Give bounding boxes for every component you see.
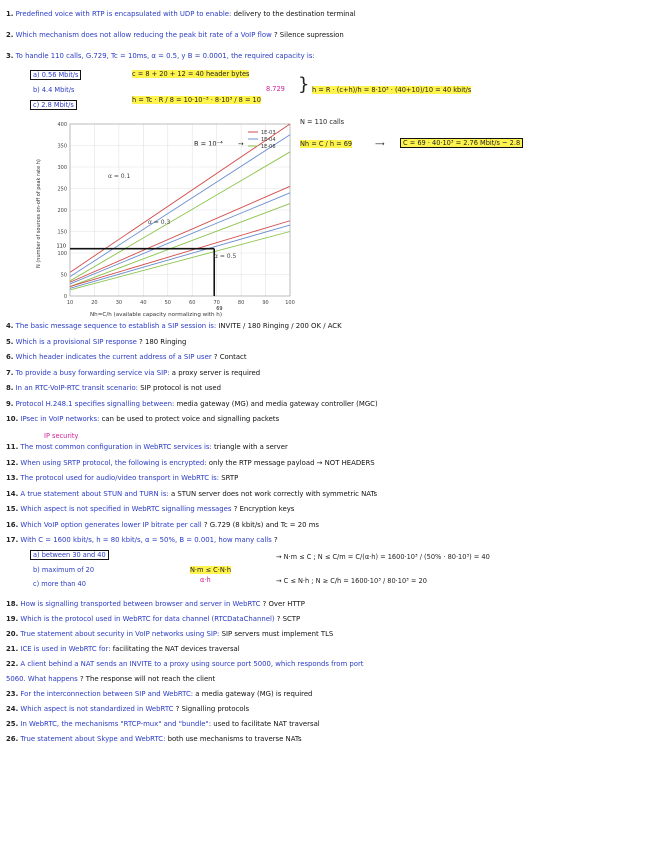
question-number: 8. bbox=[6, 384, 14, 392]
marked-x-label: 69 bbox=[216, 306, 223, 312]
question-number: 24. bbox=[6, 705, 19, 713]
q3-eq-note: 8.729 bbox=[266, 85, 285, 93]
question-line bbox=[6, 505, 294, 514]
question-line bbox=[6, 474, 238, 483]
y-tick-label: 250 bbox=[57, 186, 67, 193]
question-line bbox=[6, 52, 315, 61]
x-tick-label: 60 bbox=[189, 300, 196, 306]
answer-text: SIP protocol is not used bbox=[140, 384, 222, 392]
y-tick-label: 400 bbox=[57, 122, 67, 128]
question-number: 5. bbox=[6, 337, 14, 346]
answer-text: ? Encryption keys bbox=[233, 505, 295, 513]
question-line bbox=[6, 705, 249, 714]
question-line bbox=[6, 660, 364, 669]
question-number: 23. bbox=[6, 690, 19, 698]
question-line bbox=[6, 369, 260, 378]
question-number: 2. bbox=[6, 31, 14, 39]
q17-result-2: → C ≤ N·h ; N ≥ C/h = 1600·10³ / 80·10³ = 20 bbox=[276, 577, 427, 585]
question-number: 6. bbox=[6, 353, 14, 361]
answer-text: ? SCTP bbox=[276, 615, 301, 623]
question-line bbox=[6, 400, 378, 409]
question-text: To handle 110 calls, G.729, Tc = 10ms, α = 0.5, y B = 0.0001, the required capacity is: bbox=[15, 52, 315, 60]
question-text: Which VoIP option generates lower IP bitrate per call bbox=[20, 520, 202, 529]
question-text: Protocol H.248.1 specifies signalling between: bbox=[15, 399, 175, 408]
question-number: 15. bbox=[6, 505, 19, 513]
question-line bbox=[6, 31, 344, 40]
question-number: 25. bbox=[6, 720, 19, 728]
question-text: ICE is used in WebRTC for: bbox=[20, 645, 111, 653]
question-text: Which mechanism does not allow reducing the peak bit rate of a VoIP flow bbox=[15, 31, 272, 39]
answer-text: SIP servers must implement TLS bbox=[221, 630, 334, 638]
question-text: The most common configuration in WebRTC services is: bbox=[20, 443, 212, 451]
question-text: Which aspect is not specified in WebRTC signalling messages bbox=[20, 505, 232, 513]
series-line bbox=[70, 221, 290, 287]
question-number: 7. bbox=[6, 368, 14, 377]
x-tick-label: 10 bbox=[66, 300, 74, 306]
question-text: To provide a busy forwarding service via SIP: bbox=[15, 368, 170, 377]
answer-text: facilitating the NAT devices traversal bbox=[112, 645, 240, 653]
question-text: For the interconnection between SIP and WebRTC: bbox=[20, 690, 194, 698]
x-tick-label: 80 bbox=[237, 300, 245, 306]
answer-text: used to facilitate NAT traversal bbox=[213, 720, 320, 728]
answer-text: a STUN server does not work correctly with symmetric NATs bbox=[170, 489, 378, 498]
question-text: True statement about security in VoIP networks using SIP: bbox=[20, 630, 220, 638]
question-number: 14. bbox=[6, 489, 19, 498]
y-tick-label: 0 bbox=[63, 294, 67, 300]
question-line bbox=[6, 615, 300, 624]
ipsec-note: IP security bbox=[44, 432, 79, 440]
arrow-icon: ⟶ bbox=[375, 140, 385, 148]
q17-option-a: a) between 30 and 40 bbox=[30, 550, 109, 560]
question-text: IPsec in VoIP networks: bbox=[20, 415, 100, 423]
question-text: With C = 1600 kbit/s, h = 80 kbit/s, α = 50%, B = 0.001, how many calls bbox=[20, 536, 272, 544]
x-tick-label: 90 bbox=[262, 300, 269, 306]
q3-option-b: b) 4.4 Mbit/s bbox=[33, 86, 75, 94]
answer-text: a proxy server is required bbox=[171, 368, 261, 377]
answer-text: SRTP bbox=[221, 474, 239, 482]
x-tick-label: 40 bbox=[140, 300, 147, 306]
q3-nh: Nh = C / h = 69 bbox=[300, 140, 353, 148]
question-number: 1. bbox=[6, 10, 14, 18]
question-number: 17. bbox=[6, 536, 19, 544]
question-text: Which aspect is not standardized in WebRTC bbox=[20, 705, 174, 713]
q17-option-c: c) more than 40 bbox=[33, 580, 86, 588]
question-text: In WebRTC, the mechanisms "RTCP-mux" and "bundle": bbox=[20, 720, 212, 728]
erlang-chart bbox=[30, 118, 300, 318]
question-text: Which is a provisional SIP response bbox=[15, 337, 137, 346]
legend-label: 1E-03 bbox=[261, 130, 276, 136]
answer-text: delivery to the destination terminal bbox=[233, 10, 356, 18]
question-line bbox=[6, 459, 375, 468]
annotation-alpha-01: α = 0.1 bbox=[108, 173, 131, 180]
question-number: 21. bbox=[6, 645, 19, 653]
question-line bbox=[6, 10, 356, 19]
answer-text: only the RTP message payload → NOT HEADERS bbox=[208, 458, 375, 467]
y-tick-label: 350 bbox=[57, 143, 67, 150]
q17-formula-note: α·h bbox=[200, 576, 211, 584]
question-line bbox=[6, 338, 186, 347]
x-tick-label: 20 bbox=[91, 300, 98, 306]
legend-label: 1E-04 bbox=[261, 137, 276, 143]
question-text: True statement about Skype and WebRTC: bbox=[20, 735, 166, 743]
question-number: 26. bbox=[6, 735, 19, 743]
y-tick-label: 300 bbox=[57, 165, 67, 171]
question-line bbox=[6, 415, 279, 424]
question-text: 5060. What happens bbox=[6, 675, 78, 683]
question-text: A true statement about STUN and TURN is: bbox=[20, 489, 169, 498]
brace-icon: } bbox=[298, 74, 310, 95]
question-text: When using SRTP protocol, the following is encrypted: bbox=[20, 458, 207, 467]
q3-option-c: c) 2.8 Mbit/s bbox=[30, 100, 77, 110]
question-text: A client behind a NAT sends an INVITE to a proxy using source port 5000, which responds from port bbox=[20, 660, 364, 668]
x-tick-label: 100 bbox=[285, 300, 295, 306]
question-line bbox=[6, 600, 305, 609]
question-number: 12. bbox=[6, 458, 19, 467]
question-line bbox=[6, 353, 247, 362]
chart-xlabel: Nh=C/h (available capacity normalizing with h) bbox=[90, 312, 223, 318]
question-number: 18. bbox=[6, 600, 19, 608]
q3-result: C = 69 · 40·10³ = 2.76 Mbit/s ~ 2.8 bbox=[400, 138, 523, 148]
question-line bbox=[6, 536, 278, 545]
question-text: How is signalling transported between browser and server in WebRTC bbox=[20, 600, 261, 608]
question-number: 19. bbox=[6, 615, 19, 623]
question-line bbox=[6, 490, 377, 499]
y-tick-label: 150 bbox=[57, 229, 67, 236]
question-number: 22. bbox=[6, 660, 19, 668]
question-text: Predefined voice with RTP is encapsulated with UDP to enable: bbox=[15, 10, 232, 18]
annotation-alpha-05: α = 0.5 bbox=[214, 253, 237, 260]
answer-text: ? G.729 (8 kbit/s) and Tc = 20 ms bbox=[203, 520, 320, 529]
question-line bbox=[6, 720, 320, 729]
question-text: Which is the protocol used in WebRTC for data channel (RTCDataChannel) bbox=[20, 615, 275, 623]
question-text: The protocol used for audio/video transport in WebRTC is: bbox=[20, 474, 220, 482]
question-number: 13. bbox=[6, 474, 19, 482]
legend-label: 1E-06 bbox=[261, 144, 276, 150]
question-number: 10. bbox=[6, 415, 19, 423]
x-tick-label: 30 bbox=[115, 300, 123, 306]
answer-text: ? Contact bbox=[213, 353, 247, 361]
answer-text: ? Signalling protocols bbox=[175, 705, 250, 713]
question-number: 16. bbox=[6, 520, 19, 529]
chart-ylabel: N (number of sources on-off of peak rate h) bbox=[36, 159, 42, 268]
question-number: 11. bbox=[6, 443, 19, 451]
q3-h-eq: h = Tc · R / 8 = 10·10⁻³ · 8·10³ / 8 = 10 bbox=[132, 96, 261, 104]
answer-text: triangle with a server bbox=[214, 443, 288, 451]
question-number: 4. bbox=[6, 322, 14, 330]
question-line bbox=[6, 322, 342, 331]
answer-text: ? 180 Ringing bbox=[139, 337, 187, 346]
answer-text: ? Over HTTP bbox=[262, 600, 305, 608]
question-line bbox=[6, 521, 319, 530]
q17-option-b: b) maximum of 20 bbox=[33, 566, 95, 574]
answer-text: ? The response will not reach the client bbox=[79, 675, 216, 683]
answer-text: media gateway (MG) and media gateway controller (MGC) bbox=[176, 399, 378, 408]
question-line bbox=[6, 690, 312, 699]
question-text: Which header indicates the current address of a SIP user bbox=[15, 353, 212, 361]
series-line bbox=[70, 232, 290, 290]
answer-text: ? bbox=[273, 536, 278, 544]
q17-result-1: → N·m ≤ C ; N ≤ C/m = C/(α·h) = 1600·10³ / (50% · 80·10³) = 40 bbox=[276, 553, 490, 561]
question-line bbox=[6, 443, 288, 452]
arrow-icon: → bbox=[238, 140, 244, 148]
marked-y-label: 110 bbox=[56, 243, 66, 250]
q3-header-eq: c = 8 + 20 + 12 = 40 header bytes bbox=[132, 70, 250, 78]
q17-formula: N·m ≤ C·N·h bbox=[190, 566, 232, 574]
y-tick-label: 200 bbox=[57, 208, 67, 214]
q3-ncalls: N = 110 calls bbox=[300, 118, 345, 126]
question-line bbox=[6, 384, 221, 393]
answer-text: a media gateway (MG) is required bbox=[195, 690, 313, 698]
answer-text: INVITE / 180 Ringing / 200 OK / ACK bbox=[218, 322, 342, 330]
q3-option-a: a) 0.56 Mbit/s bbox=[30, 70, 81, 80]
series-line bbox=[70, 135, 290, 277]
question-line bbox=[6, 630, 333, 639]
question-line bbox=[6, 645, 240, 654]
x-tick-label: 50 bbox=[164, 300, 171, 306]
answer-text: ? Silence supression bbox=[273, 31, 344, 39]
x-tick-label: 70 bbox=[213, 300, 220, 306]
q3-rate-eq: h = R · (c+h)/h = 8·10³ · (40+10)/10 = 40 kbit/s bbox=[312, 86, 472, 94]
series-line bbox=[70, 193, 290, 284]
y-tick-label: 100 bbox=[57, 251, 67, 257]
q3-b-note: B = 10⁻⁴ bbox=[194, 140, 223, 148]
question-number: 20. bbox=[6, 630, 19, 638]
question-line bbox=[6, 675, 215, 684]
y-tick-label: 50 bbox=[60, 272, 67, 279]
answer-text: can be used to protect voice and signalling packets bbox=[101, 415, 280, 423]
question-number: 3. bbox=[6, 52, 14, 60]
question-line bbox=[6, 735, 302, 744]
annotation-alpha-03: α = 0.3 bbox=[148, 219, 171, 226]
question-text: In an RTC-VoIP-RTC transit scenario: bbox=[15, 384, 139, 392]
question-text: The basic message sequence to establish a SIP session is: bbox=[15, 322, 217, 330]
answer-text: both use mechanisms to traverse NATs bbox=[167, 735, 302, 743]
question-number: 9. bbox=[6, 399, 14, 408]
